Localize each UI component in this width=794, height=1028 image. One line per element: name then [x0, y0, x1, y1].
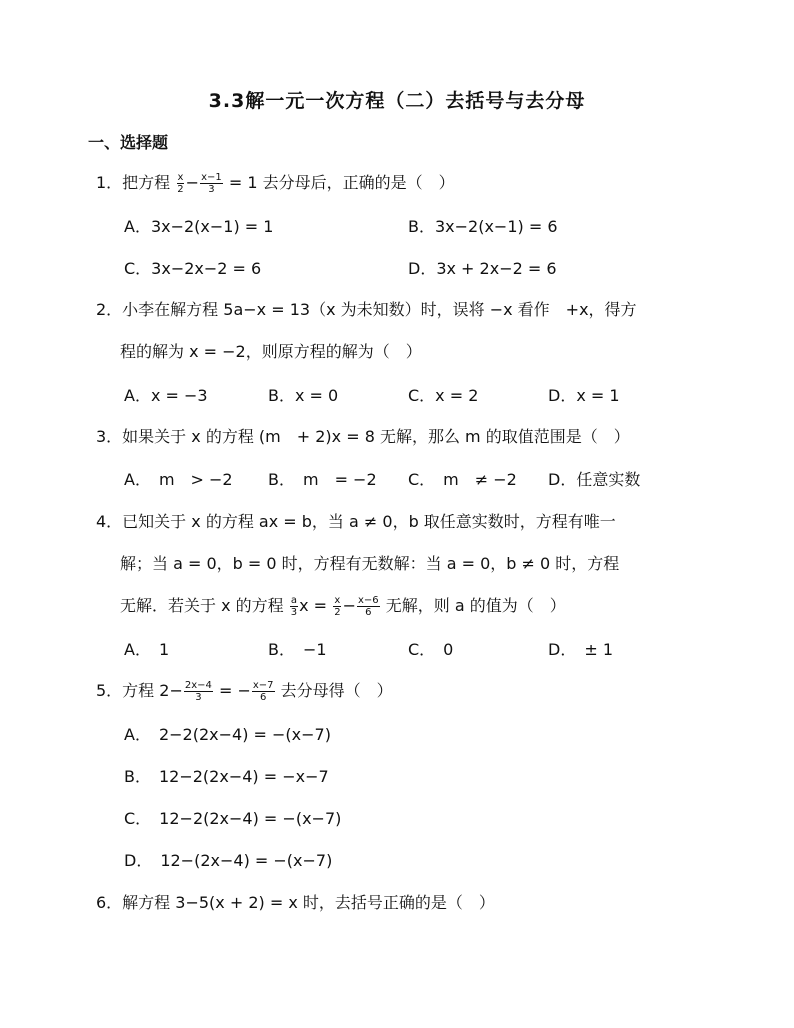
q5-fraction-2	[252, 680, 275, 703]
q2-option-c: C．x = 2	[408, 386, 479, 405]
q5-f2-den: 6	[260, 692, 267, 703]
q4-line-2: 解；当 a = 0，b = 0 时，方程有无数解：当 a = 0，b ≠ 0 时，方程	[120, 554, 620, 573]
q3-option-c: C． m ≠ −2	[408, 470, 517, 489]
q3-option-d: D．任意实数	[548, 470, 641, 489]
q1-option-b: B．3x−2(x−1) = 6	[408, 217, 558, 236]
q2-line-1: 2．小李在解方程 5a−x = 13（x 为未知数）时，误将 −x 看作 +x，得方	[96, 300, 637, 319]
q5-f1-den: 3	[195, 692, 202, 703]
q2-option-d: D．x = 1	[548, 386, 620, 405]
q5-option-b: B． 12−2(2x−4) = −x−7	[124, 767, 329, 786]
q4-option-a: A． 1	[124, 640, 170, 659]
q5-suffix: 去分母得（ ）	[280, 681, 393, 700]
q4-x-equals: x =	[299, 596, 328, 615]
q4-fraction-2	[333, 595, 341, 618]
q3-line-1: 3．如果关于 x 的方程 (m + 2)x = 8 无解，那么 m 的取值范围是（ ）	[96, 427, 630, 446]
q5-option-a: A． 2−2(2x−4) = −(x−7)	[124, 725, 331, 744]
q4-option-b: B． −1	[268, 640, 327, 659]
q1-option-a: A．3x−2(x−1) = 1	[124, 217, 274, 236]
q1-minus: −	[185, 173, 200, 192]
q1-f2-den: 3	[208, 184, 215, 195]
q4-f3-num: x−6	[357, 595, 379, 606]
q4-line-3	[120, 595, 566, 618]
q1-option-c: C．3x−2x−2 = 6	[124, 259, 262, 278]
q5-fraction-1	[184, 680, 213, 703]
question-5	[96, 680, 393, 703]
q5-option-c: C． 12−2(2x−4) = −(x−7)	[124, 809, 342, 828]
q4-line-1: 4．已知关于 x 的方程 ax = b，当 a ≠ 0，b 取任意实数时，方程有唯一	[96, 512, 616, 531]
q4-option-d: D． ± 1	[548, 640, 613, 659]
q4-f1-num: a	[290, 595, 297, 606]
q5-f1-num: 2x−4	[184, 680, 212, 691]
q4-minus: −	[342, 596, 356, 615]
q4-option-c: C． 0	[408, 640, 454, 659]
q4-line-3-suffix: 无解，则 a 的值为（ ）	[385, 596, 566, 615]
q4-fraction-3	[357, 595, 380, 618]
q5-option-d: D． 12−(2x−4) = −(x−7)	[124, 851, 333, 870]
q5-equals-minus: = −	[213, 681, 251, 700]
q4-line-3-prefix: 无解．若关于 x 的方程	[120, 596, 284, 615]
q3-option-a: A． m > −2	[124, 470, 233, 489]
q1-f1-num: x	[177, 172, 184, 183]
q2-option-a: A．x = −3	[124, 386, 208, 405]
section-heading: 一、选择题	[88, 133, 169, 152]
q2-option-b: B．x = 0	[268, 386, 339, 405]
q4-f2-den: 2	[334, 607, 341, 618]
q6-line-1: 6．解方程 3−5(x + 2) = x 时，去括号正确的是（ ）	[96, 893, 495, 912]
q4-f1-den: 3	[290, 607, 298, 618]
q4-fraction-1	[290, 595, 298, 618]
q1-fraction-1	[176, 172, 184, 195]
q1-prefix: 1．把方程	[96, 173, 171, 192]
q3-option-b: B． m = −2	[268, 470, 377, 489]
q1-option-d: D．3x + 2x−2 = 6	[408, 259, 557, 278]
q1-fraction-2	[200, 172, 223, 195]
q5-f2-num: x−7	[252, 680, 274, 691]
q1-suffix: = 1 去分母后，正确的是（ ）	[228, 173, 455, 192]
page-title: 3.3解一元一次方程（二）去括号与去分母	[208, 90, 586, 112]
q5-prefix: 5．方程 2−	[96, 681, 183, 700]
q1-f1-den: 2	[177, 184, 184, 195]
q4-f3-den: 6	[365, 607, 372, 618]
q1-f2-num: x−1	[201, 172, 222, 183]
q2-line-2: 程的解为 x = −2，则原方程的解为（ ）	[120, 342, 422, 361]
question-1	[96, 172, 455, 195]
q4-f2-num: x	[334, 595, 341, 606]
